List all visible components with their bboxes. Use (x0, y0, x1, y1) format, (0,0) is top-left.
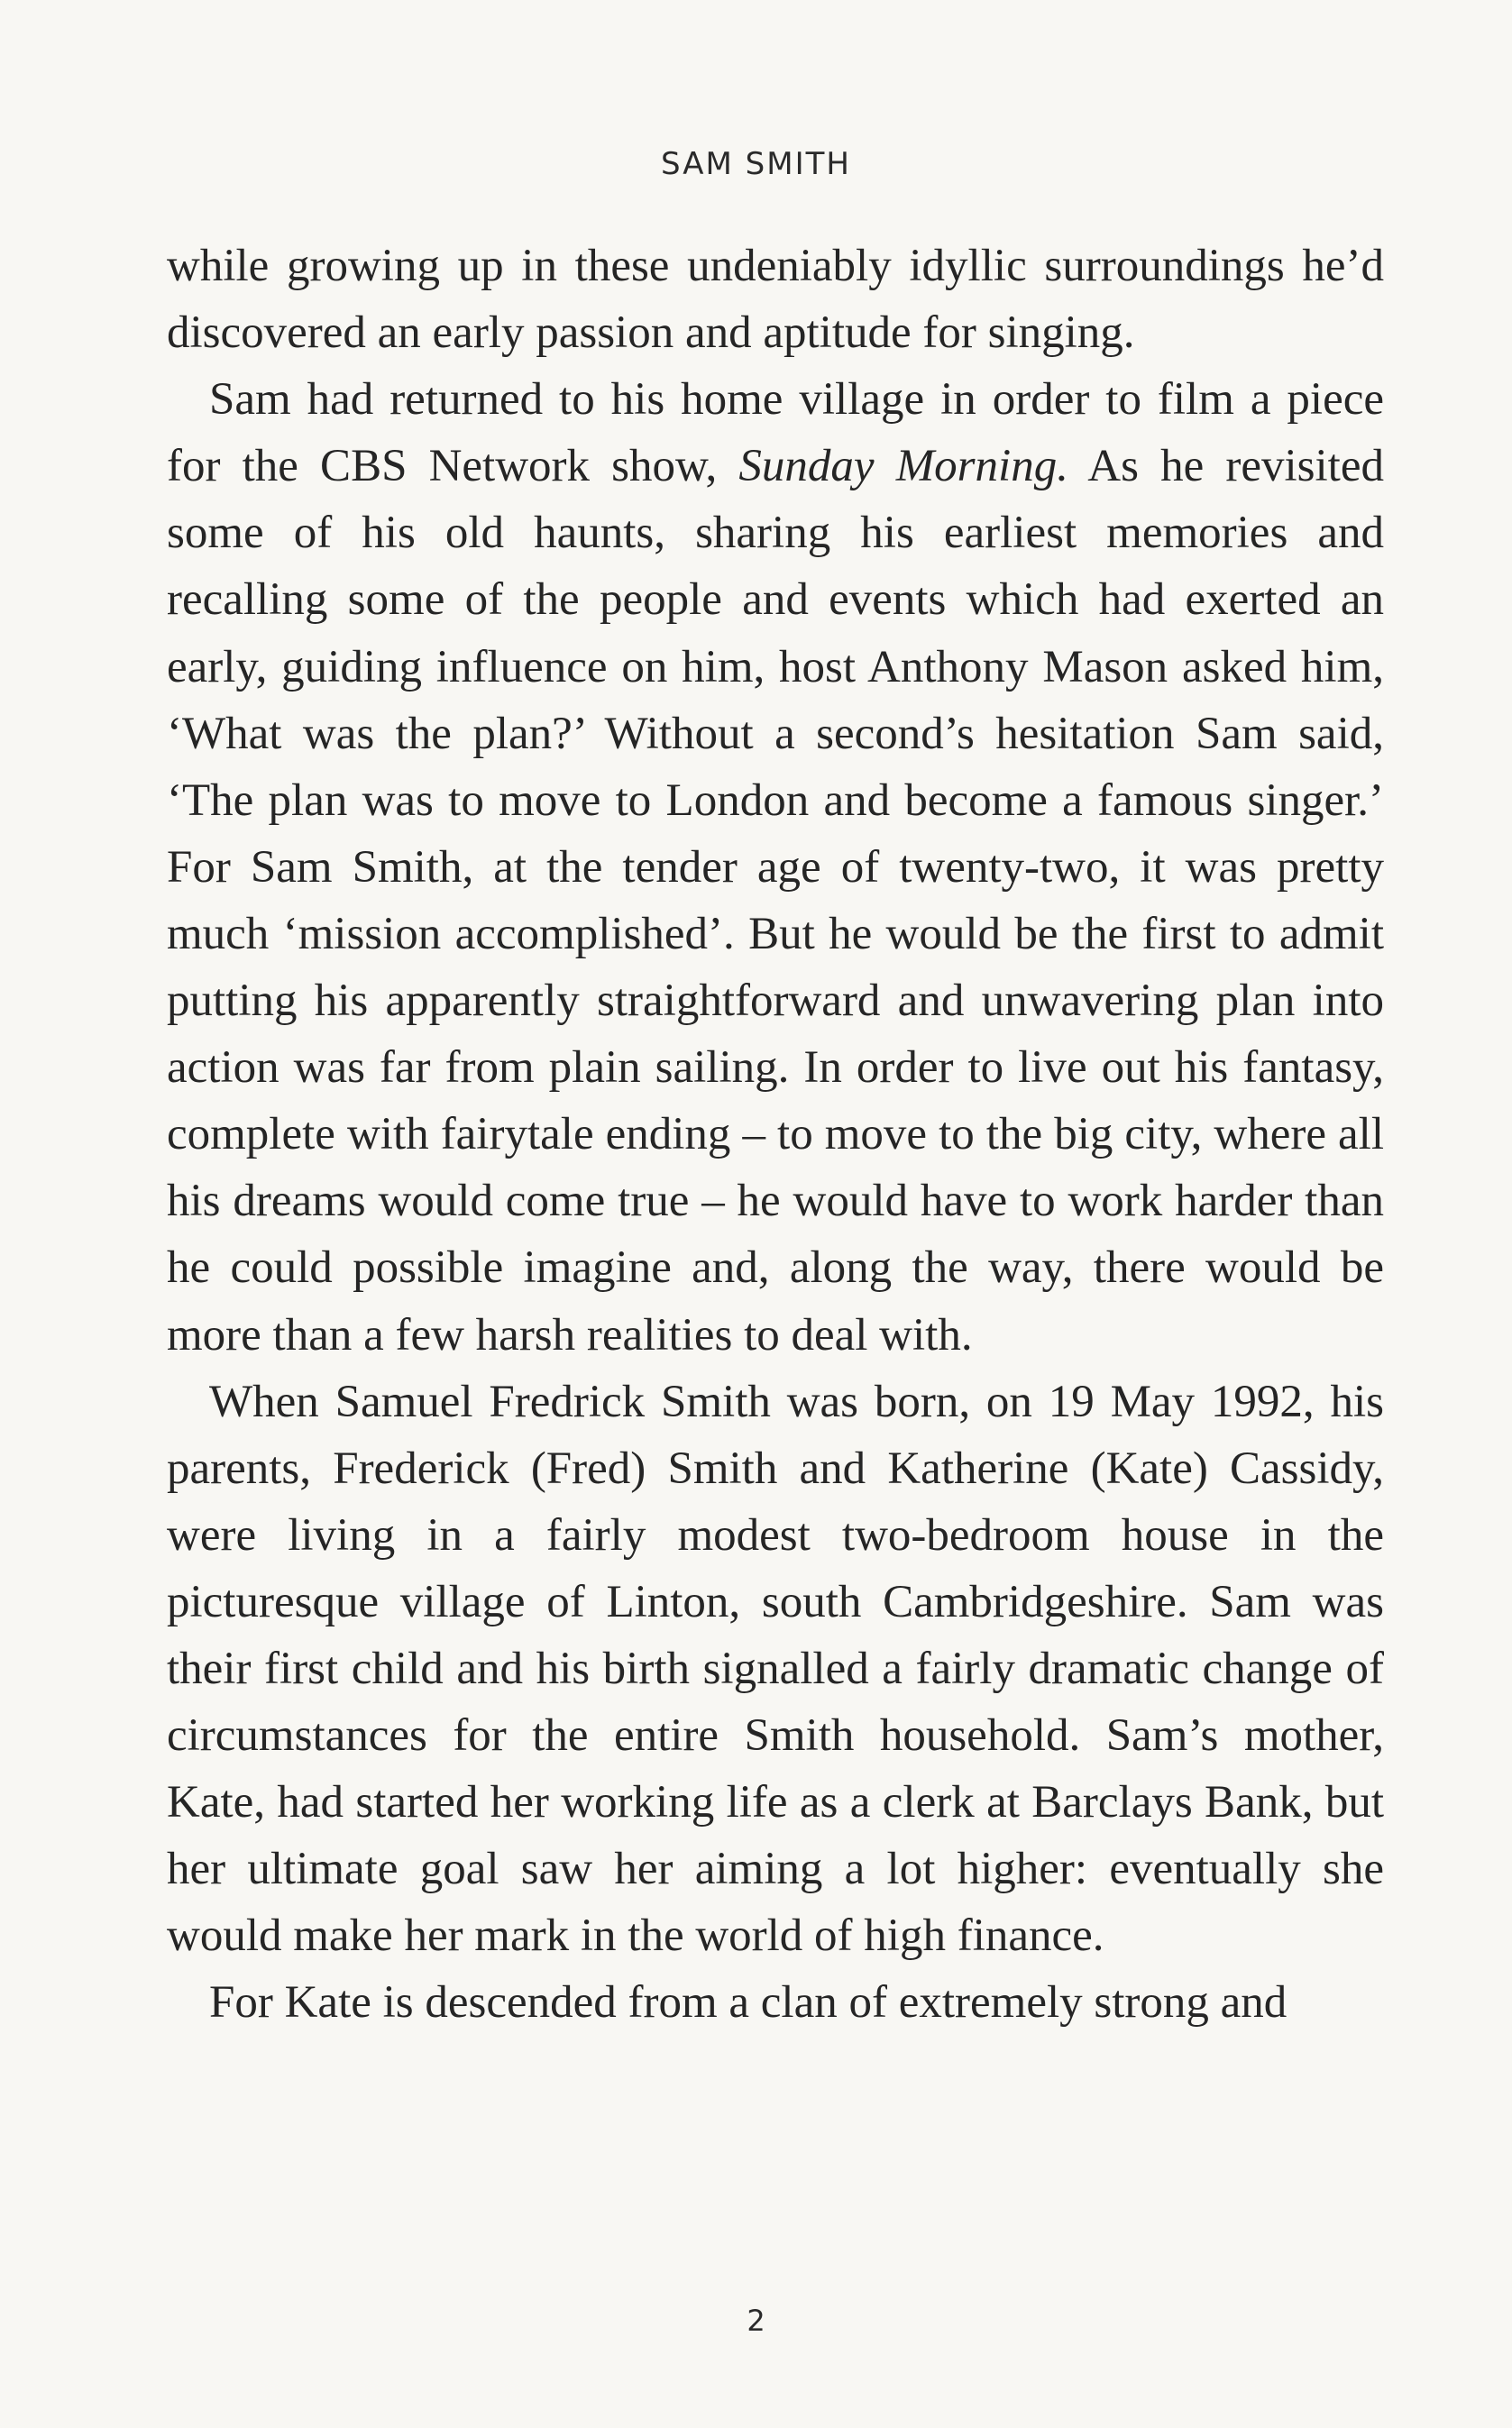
show-title: Sunday Morning. (738, 441, 1068, 492)
paragraph-continued: while growing up in these undeniably idyllic surroundings he’d discovered an early passion and aptitude for singing. (167, 241, 1384, 359)
body-text (167, 233, 1384, 2037)
page-number: 2 (747, 2304, 765, 2338)
paragraph-text: Sam had returned to his home village in order to film a piece for the CBS Network show, (167, 374, 1384, 492)
running-head: SAM SMITH (661, 146, 851, 182)
paragraph-text: As he revisited some of his old haunts, sharing his earliest memories and recalling some of the people and events which had exerted an early, guiding influence on him, host Anthony Mason asked him, ‘What was the plan?’ Without a second’s hesitation Sam said, ‘The plan was to move to London and become a famous singer.’ For Sam Smith, at the tender age of twenty-two, it was pretty much ‘mission accomplished’. But he would be the first to admit putting his apparently straightforward and unwavering plan into action was far from plain sailing. In order to live out his fantasy, complete with fairytale ending – to move to the big city, where all his dreams would come true – he would have to work harder than he could possible imagine and, along the way, there would be more than a few harsh realities to deal with. (167, 441, 1384, 1361)
paragraph-cbs-interview (167, 366, 1384, 1368)
paragraph-kate: For Kate is descended from a clan of extremely strong and (209, 1977, 1287, 2029)
paragraph-birth: When Samuel Fredrick Smith was born, on 19 May 1992, his parents, Frederick (Fred) Smith and Katherine (Kate) Cassidy, were living in a fairly modest two-bedroom house in the picturesque village of Linton, south Cambridgeshire. Sam was their first child and his birth signalled a fairly dramatic change of circumstances for the entire Smith household. Sam’s mother, Kate, had started her working life as a clerk at Barclays Bank, but her ultimate goal saw her aiming a lot higher: eventually she would make her mark in the world of high finance. (167, 1376, 1384, 1962)
